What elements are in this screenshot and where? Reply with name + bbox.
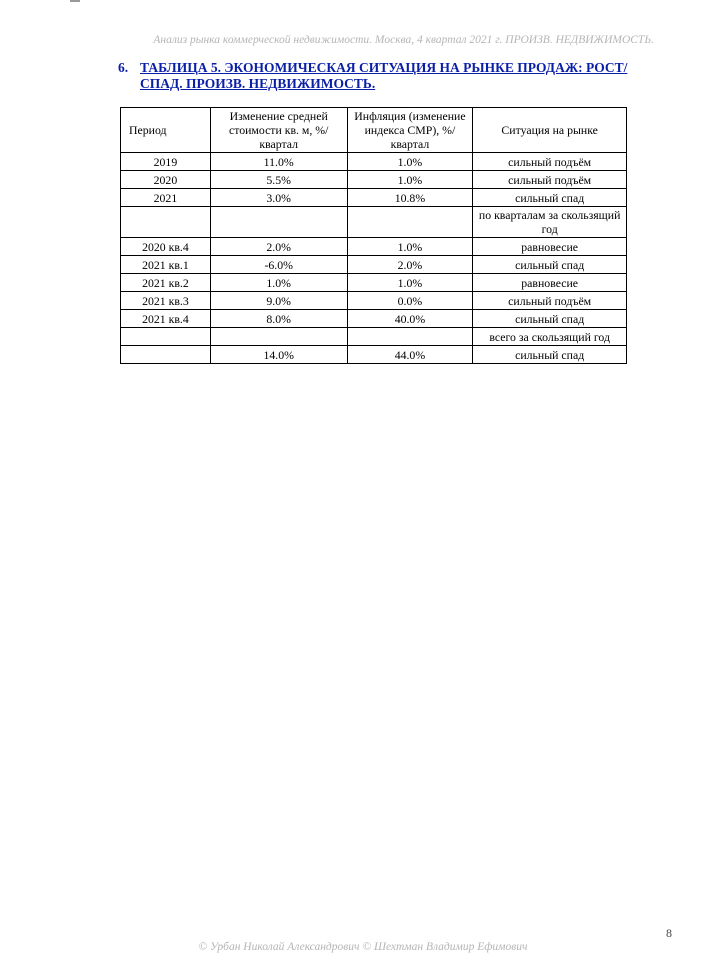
- inflation-cell: 2.0%: [347, 256, 473, 274]
- period-cell: 2020: [121, 171, 211, 189]
- table-row: [121, 207, 627, 238]
- table-row: [121, 153, 627, 171]
- price-change-cell: 8.0%: [210, 310, 347, 328]
- situation-cell: сильный спад: [473, 310, 627, 328]
- situation-cell: всего за скользящий год: [473, 328, 627, 346]
- section-number: 6.: [118, 60, 129, 75]
- section-title: ТАБЛИЦА 5. ЭКОНОМИЧЕСКАЯ СИТУАЦИЯ НА РЫНКЕ ПРОДАЖ: РОСТ/СПАД. ПРОИЗВ. НЕДВИЖИМОСТЬ.: [140, 60, 628, 91]
- table-row: [121, 256, 627, 274]
- period-cell: [121, 346, 211, 364]
- period-cell: 2021 кв.2: [121, 274, 211, 292]
- price-change-cell: [210, 207, 347, 238]
- table-row: [121, 171, 627, 189]
- inflation-cell: 10.8%: [347, 189, 473, 207]
- price-change-cell: 11.0%: [210, 153, 347, 171]
- price-change-cell: [210, 328, 347, 346]
- price-change-cell: 5.5%: [210, 171, 347, 189]
- period-cell: 2021 кв.4: [121, 310, 211, 328]
- inflation-cell: 1.0%: [347, 274, 473, 292]
- header-price-change: Изменение средней стоимости кв. м, %/квартал: [210, 108, 347, 153]
- inflation-cell: 44.0%: [347, 346, 473, 364]
- price-change-cell: -6.0%: [210, 256, 347, 274]
- table-row: [121, 238, 627, 256]
- period-cell: 2021: [121, 189, 211, 207]
- period-cell: 2021 кв.1: [121, 256, 211, 274]
- inflation-cell: 40.0%: [347, 310, 473, 328]
- page-edge-mark: [70, 0, 80, 2]
- table-row: [121, 274, 627, 292]
- header-market-situation: Ситуация на рынке: [473, 108, 627, 153]
- period-cell: 2020 кв.4: [121, 238, 211, 256]
- table-row: [121, 292, 627, 310]
- situation-cell: сильный спад: [473, 189, 627, 207]
- running-header: Анализ рынка коммерческой недвижимости. Москва, 4 квартал 2021 г. ПРОИЗВ. НЕДВИЖИМОСТЬ.: [153, 34, 654, 46]
- situation-cell: по кварталам за скользящий год: [473, 207, 627, 238]
- period-cell: [121, 328, 211, 346]
- table-row: [121, 328, 627, 346]
- situation-cell: сильный спад: [473, 256, 627, 274]
- header-period: Период: [121, 108, 211, 153]
- inflation-cell: [347, 328, 473, 346]
- header-inflation: Инфляция (изменение индекса СМР), %/квартал: [347, 108, 473, 153]
- table-row: [121, 189, 627, 207]
- situation-cell: сильный спад: [473, 346, 627, 364]
- inflation-cell: [347, 207, 473, 238]
- period-cell: 2021 кв.3: [121, 292, 211, 310]
- inflation-cell: 0.0%: [347, 292, 473, 310]
- table-body: [121, 153, 627, 364]
- situation-cell: равновесие: [473, 238, 627, 256]
- price-change-cell: 3.0%: [210, 189, 347, 207]
- table-header-row: [121, 108, 627, 153]
- page-number: 8: [666, 926, 672, 940]
- inflation-cell: 1.0%: [347, 153, 473, 171]
- section-heading: [118, 60, 638, 92]
- period-cell: 2019: [121, 153, 211, 171]
- price-change-cell: 14.0%: [210, 346, 347, 364]
- price-change-cell: 1.0%: [210, 274, 347, 292]
- table-row: [121, 310, 627, 328]
- period-cell: [121, 207, 211, 238]
- inflation-cell: 1.0%: [347, 238, 473, 256]
- situation-cell: сильный подъём: [473, 153, 627, 171]
- inflation-cell: 1.0%: [347, 171, 473, 189]
- situation-cell: сильный подъём: [473, 292, 627, 310]
- market-situation-table: [120, 107, 627, 364]
- price-change-cell: 9.0%: [210, 292, 347, 310]
- table-row: [121, 346, 627, 364]
- situation-cell: равновесие: [473, 274, 627, 292]
- situation-cell: сильный подъём: [473, 171, 627, 189]
- copyright-footer: © Урбан Николай Александрович © Шехтман Владимир Ефимович: [198, 941, 528, 953]
- price-change-cell: 2.0%: [210, 238, 347, 256]
